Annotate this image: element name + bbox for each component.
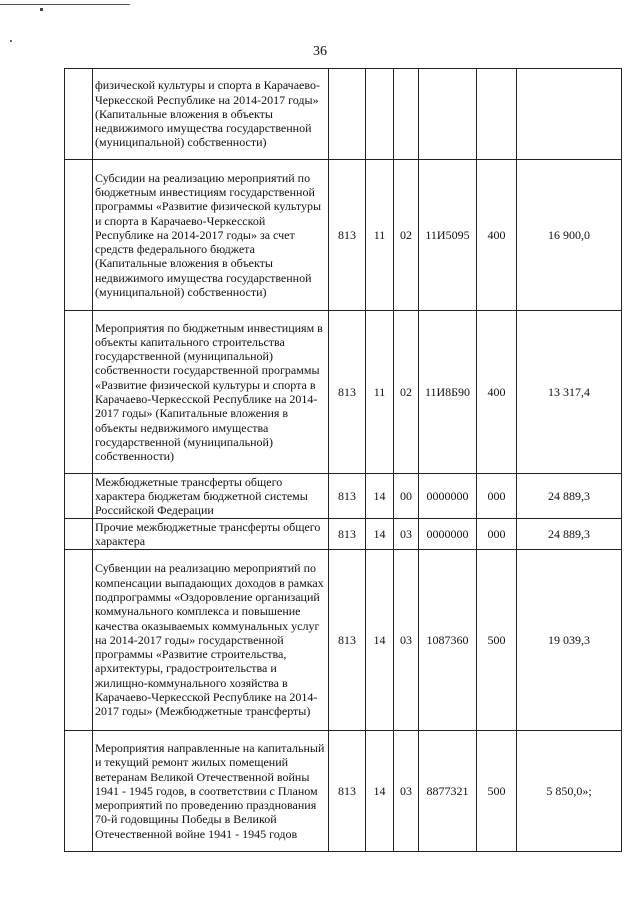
row-description: Субсидии на реализацию мероприятий по бюджетным инвестициям государственной программы «Развитие физической культуры и спорта в Карачаево-Черкесской Республике на 2014-2017 годы» за счет средств федерального бюджета (Капитальные вложения в объекты недвижимого имущества государственной (муниципальной) собственности): [93, 160, 329, 311]
budget-table-body: [65, 69, 622, 852]
row-margin-cell: [65, 519, 93, 550]
row-expense-kind: [477, 69, 517, 160]
table-row: [65, 519, 622, 550]
row-ministry-code: 813: [329, 731, 366, 852]
row-target-code: 8877321: [419, 731, 477, 852]
row-expense-kind: 400: [477, 311, 517, 474]
row-expense-kind: 500: [477, 731, 517, 852]
row-subsection-code: 03: [394, 731, 419, 852]
row-subsection-code: [394, 69, 419, 160]
row-subsection-code: 03: [394, 550, 419, 731]
row-section-code: 11: [366, 311, 394, 474]
row-section-code: 14: [366, 731, 394, 852]
row-ministry-code: [329, 69, 366, 160]
row-description: физической культуры и спорта в Карачаево-Черкесской Республике на 2014-2017 годы» (Капитальные вложения в объекты недвижимого имущества государственной (муниципальной) собственности): [93, 69, 329, 160]
row-amount: 24 889,3: [517, 474, 622, 519]
table-row: [65, 311, 622, 474]
row-amount: 16 900,0: [517, 160, 622, 311]
row-margin-cell: [65, 160, 93, 311]
row-expense-kind: 400: [477, 160, 517, 311]
row-description: Мероприятия по бюджетным инвестициям в объекты капитального строительства государственной (муниципальной) собственности государственной программы «Развитие физической культуры и спорта в Карачаево-Черкесской Республике на 2014-2017 годы» (Капитальные вложения в объекты недвижимого имущества государственной (муниципальной) собственности): [93, 311, 329, 474]
scan-artifact-mark: [40, 8, 43, 11]
row-target-code: [419, 69, 477, 160]
row-amount: 5 850,0»;: [517, 731, 622, 852]
table-row: [65, 160, 622, 311]
row-margin-cell: [65, 474, 93, 519]
budget-table: [64, 68, 622, 852]
row-section-code: [366, 69, 394, 160]
row-ministry-code: 813: [329, 550, 366, 731]
row-section-code: 14: [366, 550, 394, 731]
row-subsection-code: 02: [394, 160, 419, 311]
row-target-code: 11И5095: [419, 160, 477, 311]
row-margin-cell: [65, 311, 93, 474]
row-ministry-code: 813: [329, 311, 366, 474]
row-amount: 24 889,3: [517, 519, 622, 550]
row-expense-kind: 500: [477, 550, 517, 731]
row-description: Субвенции на реализацию мероприятий по компенсации выпадающих доходов в рамках подпрограммы «Оздоровление организаций коммунального комплекса и повышение качества оказываемых коммунальных услуг на 2014-2017 годы» государственной программы «Развитие строительства, архитектуры, градостроительства и жилищно-коммунального хозяйства в Карачаево-Черкесской Республике на 2014-2017 годы» (Межбюджетные трансферты): [93, 550, 329, 731]
row-description: Мероприятия направленные на капитальный и текущий ремонт жилых помещений ветеранам Великой Отечественной войны 1941 - 1945 годов, в соответствии с Планом мероприятий по проведению празднования 70-й годовщины Победы в Великой Отечественной войне 1941 - 1945 годов: [93, 731, 329, 852]
row-target-code: 11И8Б90: [419, 311, 477, 474]
row-target-code: 0000000: [419, 474, 477, 519]
row-section-code: 14: [366, 519, 394, 550]
row-description: Межбюджетные трансферты общего характера бюджетам бюджетной системы Российской Федерации: [93, 474, 329, 519]
row-margin-cell: [65, 69, 93, 160]
row-expense-kind: 000: [477, 474, 517, 519]
row-amount: 19 039,3: [517, 550, 622, 731]
scan-artifact-line: [0, 4, 130, 5]
row-ministry-code: 813: [329, 519, 366, 550]
row-expense-kind: 000: [477, 519, 517, 550]
row-subsection-code: 02: [394, 311, 419, 474]
row-description: Прочие межбюджетные трансферты общего характера: [93, 519, 329, 550]
table-row: [65, 474, 622, 519]
scan-artifact-dot: [10, 40, 12, 42]
row-margin-cell: [65, 550, 93, 731]
row-section-code: 11: [366, 160, 394, 311]
table-row: [65, 69, 622, 160]
row-margin-cell: [65, 731, 93, 852]
row-target-code: 0000000: [419, 519, 477, 550]
row-amount: 13 317,4: [517, 311, 622, 474]
row-ministry-code: 813: [329, 474, 366, 519]
row-target-code: 1087360: [419, 550, 477, 731]
row-subsection-code: 00: [394, 474, 419, 519]
page-number: 36: [313, 44, 327, 59]
table-row: [65, 550, 622, 731]
table-row: [65, 731, 622, 852]
row-section-code: 14: [366, 474, 394, 519]
row-amount: [517, 69, 622, 160]
row-subsection-code: 03: [394, 519, 419, 550]
row-ministry-code: 813: [329, 160, 366, 311]
